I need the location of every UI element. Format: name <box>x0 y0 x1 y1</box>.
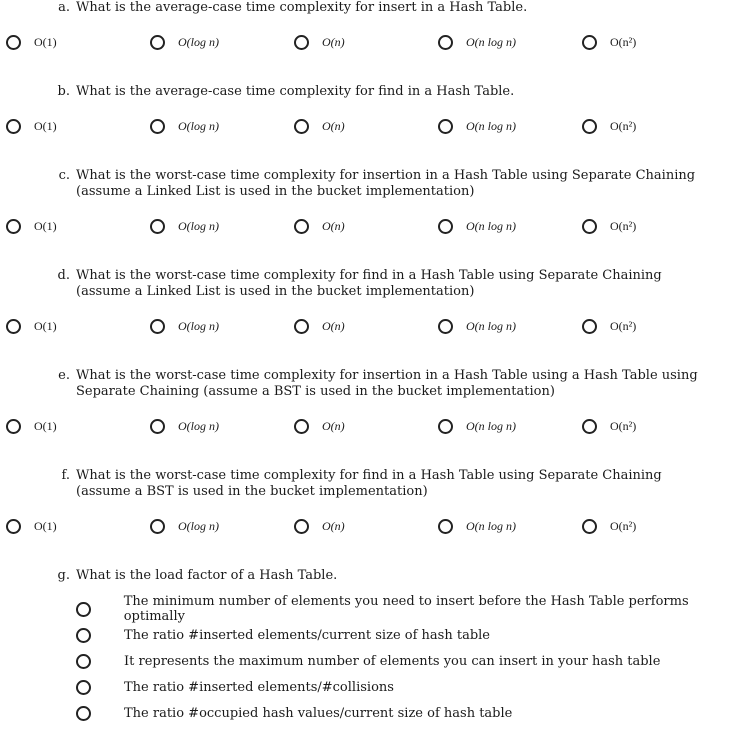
radio-button[interactable] <box>438 319 453 334</box>
option-onlogn[interactable]: O(n log n) <box>438 316 516 336</box>
radio-button[interactable] <box>294 519 309 534</box>
option-on[interactable]: O(n) <box>294 416 345 436</box>
radio-button[interactable] <box>6 319 21 334</box>
option-onlogn[interactable]: O(n log n) <box>438 516 516 536</box>
radio-button[interactable] <box>6 419 21 434</box>
option-ologn[interactable]: O(log n) <box>150 32 219 52</box>
radio-button[interactable] <box>582 519 597 534</box>
radio-button[interactable] <box>582 319 597 334</box>
option-ologn[interactable]: O(log n) <box>150 116 219 136</box>
radio-button[interactable] <box>582 119 597 134</box>
option-o1[interactable]: O(1) <box>6 32 57 52</box>
question-text: What is the average-case time complexity for insert in a Hash Table. <box>76 0 528 15</box>
radio-button[interactable] <box>294 319 309 334</box>
option-o1[interactable]: O(1) <box>6 416 57 436</box>
question-letter: c. <box>58 168 70 183</box>
option-onlogn[interactable]: O(n log n) <box>438 116 516 136</box>
radio-button[interactable] <box>150 219 165 234</box>
radio-button[interactable] <box>294 419 309 434</box>
radio-button[interactable] <box>582 419 597 434</box>
options-row <box>0 316 737 336</box>
options-row <box>0 516 737 536</box>
options-row <box>0 216 737 236</box>
option-ologn[interactable]: O(log n) <box>150 216 219 236</box>
radio-button[interactable] <box>150 519 165 534</box>
option-on2[interactable]: O(n²) <box>582 32 636 52</box>
question-text: What is the worst-case time complexity for insertion in a Hash Table using Separate Chaining (assume a Linked List is used in the bucket implementation) <box>76 168 696 199</box>
option-onlogn[interactable]: O(n log n) <box>438 216 516 236</box>
option-on2[interactable]: O(n²) <box>582 516 636 536</box>
radio-button[interactable] <box>6 519 21 534</box>
option-on2[interactable]: O(n²) <box>582 316 636 336</box>
options-row <box>0 32 737 52</box>
radio-button[interactable] <box>76 680 91 695</box>
radio-button[interactable] <box>6 219 21 234</box>
radio-button[interactable] <box>438 35 453 50</box>
radio-button[interactable] <box>294 119 309 134</box>
radio-button[interactable] <box>150 35 165 50</box>
option-o1[interactable]: O(1) <box>6 516 57 536</box>
option-on2[interactable]: O(n²) <box>582 216 636 236</box>
radio-button[interactable] <box>76 602 91 617</box>
option-o1[interactable]: O(1) <box>6 116 57 136</box>
question-letter: e. <box>58 368 70 383</box>
option-on[interactable]: O(n) <box>294 116 345 136</box>
option-o1[interactable]: O(1) <box>6 316 57 336</box>
question-text: What is the worst-case time complexity for find in a Hash Table using Separate Chaining (assume a Linked List is used in the bucket implementation) <box>76 268 662 299</box>
radio-button[interactable] <box>76 628 91 643</box>
radio-button[interactable] <box>76 706 91 721</box>
options-row <box>0 116 737 136</box>
radio-button[interactable] <box>294 35 309 50</box>
load-factor-option[interactable]: The ratio #occupied hash values/current size of hash table <box>76 703 512 723</box>
question-text: What is the worst-case time complexity for find in a Hash Table using Separate Chaining (assume a BST is used in the bucket implementation) <box>76 468 662 499</box>
question-text: What is the worst-case time complexity for insertion in a Hash Table using a Hash Table using Separate Chaining (assume a BST is used in the bucket implementation) <box>76 368 698 399</box>
radio-button[interactable] <box>150 319 165 334</box>
option-on[interactable]: O(n) <box>294 516 345 536</box>
option-on2[interactable]: O(n²) <box>582 416 636 436</box>
question-letter: f. <box>61 468 70 483</box>
option-on[interactable]: O(n) <box>294 216 345 236</box>
options-row <box>0 416 737 436</box>
option-on[interactable]: O(n) <box>294 32 345 52</box>
option-on[interactable]: O(n) <box>294 316 345 336</box>
radio-button[interactable] <box>294 219 309 234</box>
load-factor-option[interactable]: The ratio #inserted elements/current size of hash table <box>76 625 490 645</box>
option-on2[interactable]: O(n²) <box>582 116 636 136</box>
radio-button[interactable] <box>438 519 453 534</box>
option-ologn[interactable]: O(log n) <box>150 416 219 436</box>
radio-button[interactable] <box>6 35 21 50</box>
question-letter: d. <box>57 268 70 283</box>
question-letter: g. <box>57 568 70 583</box>
radio-button[interactable] <box>438 219 453 234</box>
radio-button[interactable] <box>582 219 597 234</box>
radio-button[interactable] <box>6 119 21 134</box>
option-o1[interactable]: O(1) <box>6 216 57 236</box>
option-onlogn[interactable]: O(n log n) <box>438 32 516 52</box>
load-factor-option[interactable]: The minimum number of elements you need to insert before the Hash Table performs optimally <box>76 599 737 619</box>
option-ologn[interactable]: O(log n) <box>150 516 219 536</box>
radio-button[interactable] <box>150 119 165 134</box>
radio-button[interactable] <box>150 419 165 434</box>
question-text: What is the average-case time complexity for find in a Hash Table. <box>76 84 515 99</box>
load-factor-option[interactable]: It represents the maximum number of elements you can insert in your hash table <box>76 651 660 671</box>
option-ologn[interactable]: O(log n) <box>150 316 219 336</box>
radio-button[interactable] <box>438 119 453 134</box>
radio-button[interactable] <box>76 654 91 669</box>
load-factor-option[interactable]: The ratio #inserted elements/#collisions <box>76 677 394 697</box>
radio-button[interactable] <box>438 419 453 434</box>
question-letter: b. <box>57 84 70 99</box>
option-onlogn[interactable]: O(n log n) <box>438 416 516 436</box>
question-text: What is the load factor of a Hash Table. <box>76 568 338 583</box>
question-letter: a. <box>58 0 70 15</box>
radio-button[interactable] <box>582 35 597 50</box>
